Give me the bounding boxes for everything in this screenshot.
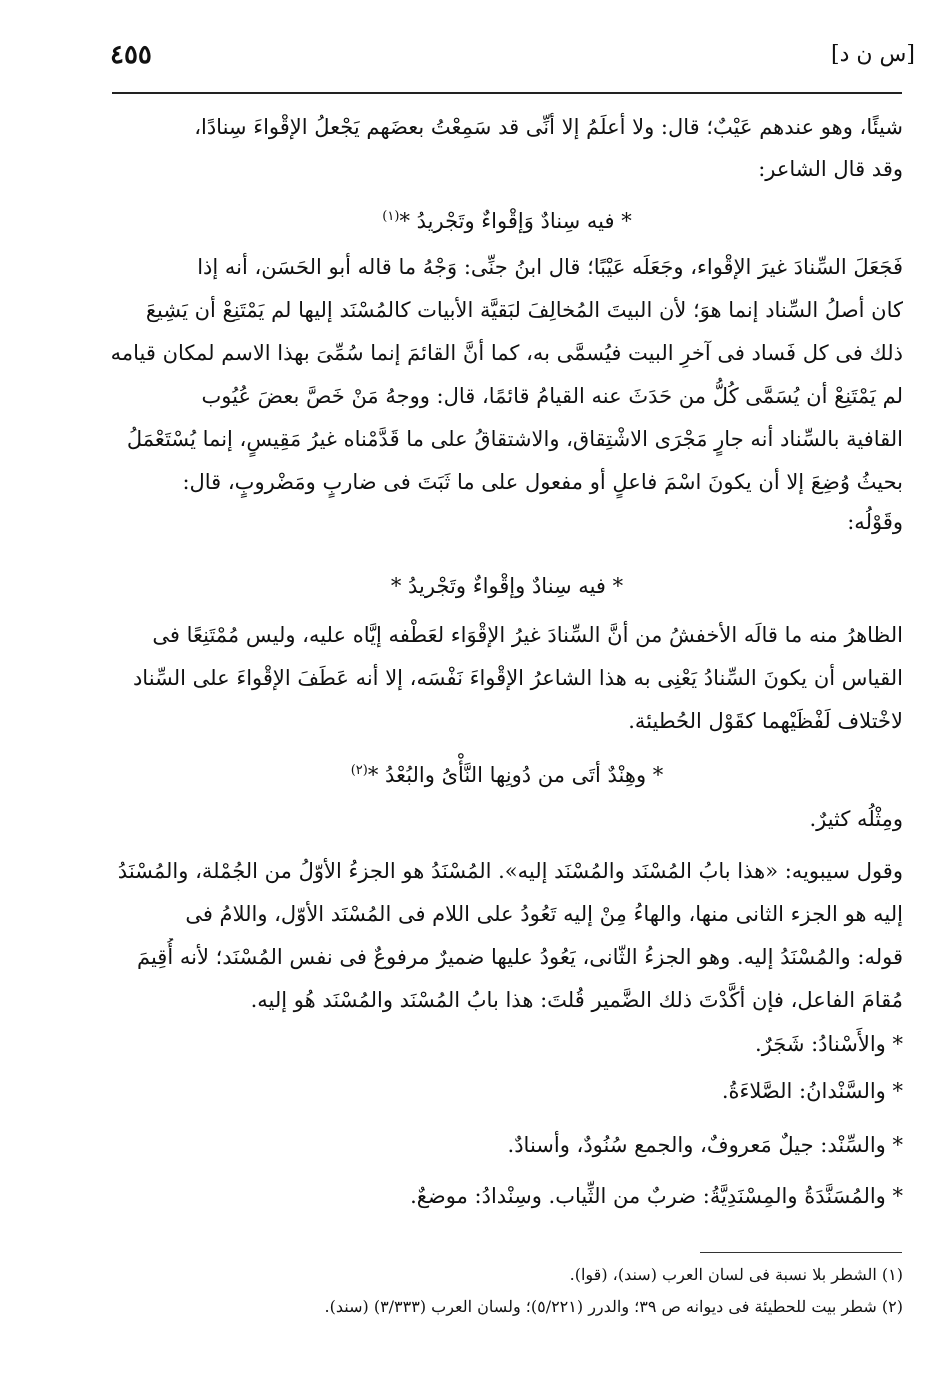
body-line: القياس أن يكونَ السِّنادُ يَعْنِى به هذا الشاعرُ الإقْواءَ نَفْسَه، إلا أنه عَطَفَ الإقْواءَ على السِّناد xyxy=(132,666,903,690)
entry-line: * والأَسْنادُ: شَجَرٌ. xyxy=(755,1032,903,1056)
verse-line xyxy=(112,198,902,240)
body-line: فَجَعَلَ السِّنادَ غيرَ الإقْواء، وجَعَلَه عَيْبًا؛ قال ابنُ جنِّى: وَجْهُ ما قاله أبو الحَسَن، أنه إذا xyxy=(197,255,903,279)
verse-line: * فيه سِنادٌ وإقْواءٌ وتَجْريدُ * xyxy=(390,574,624,598)
footnote: (١) الشطر بلا نسبة فى لسان العرب (سند)، (قوا). xyxy=(569,1265,903,1284)
body-line: لم يَمْتَنِعْ أن يُسَمَّى كُلُّ من حَدَثَ عنه القيامُ قائمًا، قال: ووجهُ مَنْ خَصَّ بعضَ عُيُوب xyxy=(201,384,903,408)
entry-line: * والسِّنْد: جيلٌ مَعروفٌ، والجمع سُنُودٌ، وأسنادٌ. xyxy=(507,1133,903,1157)
body-line: وقول سيبويه: «هذا بابُ المُسْنَد والمُسْنَد إليه». المُسْنَدُ هو الجزءُ الأوّلُ من الجُمْلة، والمُسْنَدُ xyxy=(117,859,903,883)
verse-text: * وهِنْدٌ أتَى من دُونِها النَّأْىُ والبُعْدُ * xyxy=(367,763,664,787)
body-line: وقَوْلُه: xyxy=(847,510,903,534)
body-line: بحيثُ وُضِعَ إلا أن يكونَ اسْمَ فاعلٍ أو مفعول على ما ثَبَتَ فى ضاربٍ ومَضْروبٍ، قال: xyxy=(182,470,903,494)
body-line: الظاهرُ منه ما قالَه الأخفشُ من أنَّ السِّنادَ غيرُ الإقْوَاء لعَطْفه إيَّاه عليه، وليس مُمْتَنِعًا فى xyxy=(152,623,903,647)
page-number: ٤٥٥ xyxy=(110,40,152,70)
header-rule xyxy=(112,92,902,94)
footnote-ref: (١) xyxy=(382,209,400,224)
body-line: وقد قال الشاعر: xyxy=(758,157,903,181)
entry-line: * والمُسَنَّدَةُ والمِسْنَدِيَّةُ: ضربٌ من الثِّياب. وسِنْدادُ: موضعٌ. xyxy=(410,1184,903,1208)
footnote: (٢) شطر بيت للحطيئة فى ديوانه ص ٣٩؛ والدرر (٥/٢٢١)؛ ولسان العرب (٣/٣٣٣) (سند). xyxy=(324,1297,903,1316)
body-line: القافية بالسِّناد أنه جارٍ مَجْرَى الاشْتِقاق، والاشتقاقُ على ما قَدَّمْناه غيرُ مَقِيسٍ، إنما يُسْتَعْمَلُ xyxy=(126,427,903,451)
footnote-rule xyxy=(700,1252,902,1253)
body-line: ومِثْلُه كثيرٌ. xyxy=(809,807,903,831)
footnote-ref: (٢) xyxy=(350,763,368,778)
body-line: ذلك فى كل فَساد فى آخرِ البيت فيُسمَّى به، كما أنَّ القائمَ إنما سُمِّىَ بهذا الاسم لمكان قيامه xyxy=(110,341,903,365)
body-line: شيئًا، وهو عندهم عَيْبٌ؛ قال: ولا أعلَمُ إلا أنِّى قد سَمِعْتُ بعضَهم يَجْعلُ الإقْواءَ سِنادًا، xyxy=(194,115,903,139)
root-label: [س ن د] xyxy=(831,42,915,67)
body-line: قوله: والمُسْنَدُ إليه. وهو الجزءُ الثّانى، يَعُودُ عليها ضميرٌ مرفوعٌ فى نفس المُسْنَد؛ لأنه أُقِيمَ xyxy=(136,945,903,969)
verse-text: * فيه سِنادٌ وَإقْواءٌ وتَجْريدُ * xyxy=(399,209,632,233)
verse-line xyxy=(112,752,902,794)
body-line: لاخْتلاف لَفْظَيْهما كقَوْل الحُطيئة. xyxy=(628,709,903,733)
entry-line: * والسَّنْدانُ: الصَّلاءَةُ. xyxy=(721,1079,903,1103)
body-line: مُقامَ الفاعل، فإن أكَّدْتَ ذلك الضَّمير قُلتَ: هذا بابُ المُسْنَد والمُسْنَد هُو إليه. xyxy=(250,988,903,1012)
body-line: إليه هو الجزء الثانى منها، والهاءُ مِنْ إليه تَعُودُ على اللام فى المُسْنَد الأوّل، واللامُ فى xyxy=(185,902,903,926)
body-line: كان أصلُ السِّناد إنما هوَ؛ لأن البيتَ المُخالِفَ لبَقيَّة الأبيات كالمُسْنَد إليها لم يَمْتَنِعْ أن يَشِيعَ xyxy=(145,298,903,322)
